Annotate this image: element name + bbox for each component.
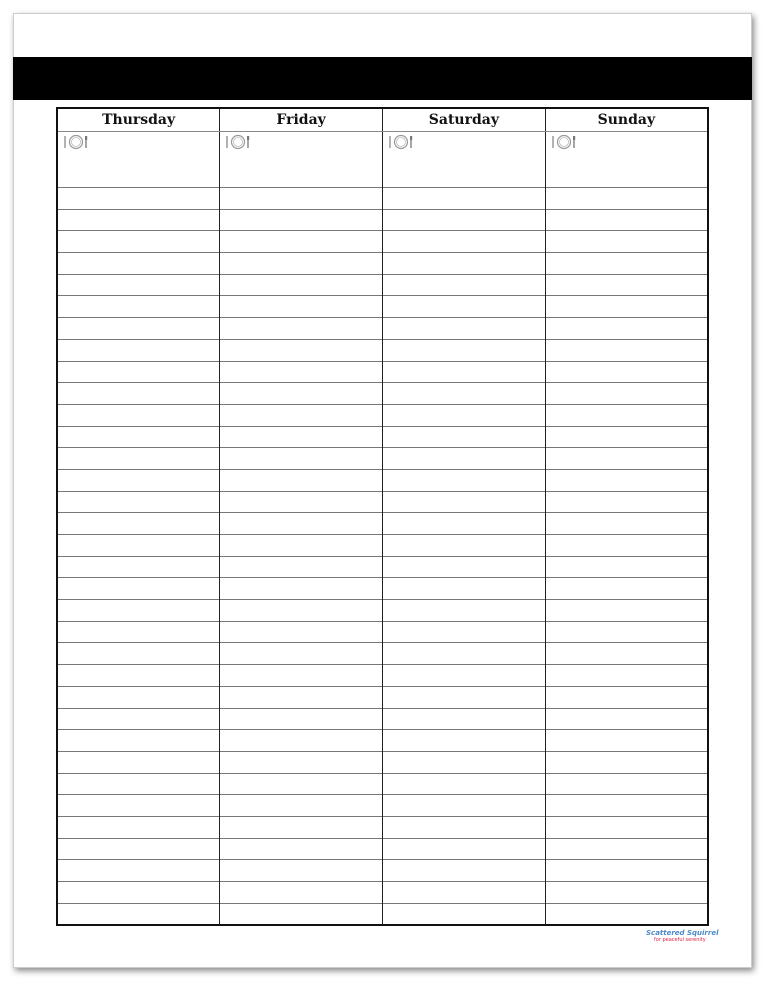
entry-cell-friday[interactable] [220,578,383,600]
entry-cell-friday[interactable] [220,795,383,817]
entry-cell-sunday[interactable] [545,708,708,730]
entry-cell-sunday[interactable] [545,686,708,708]
entry-cell-sunday[interactable] [545,795,708,817]
entry-cell-thursday[interactable] [57,404,220,426]
entry-cell-thursday[interactable] [57,339,220,361]
entry-cell-sunday[interactable] [545,274,708,296]
entry-cell-saturday[interactable] [383,773,546,795]
meal-row [57,132,708,188]
table-row [57,361,708,383]
table-row [57,491,708,513]
entry-cell-thursday[interactable] [57,730,220,752]
entry-cell-saturday[interactable] [383,426,546,448]
entry-cell-saturday[interactable] [383,491,546,513]
entry-cell-thursday[interactable] [57,838,220,860]
entry-cell-thursday[interactable] [57,882,220,904]
plate-fork-knife-icon [388,134,414,154]
entry-cell-thursday[interactable] [57,491,220,513]
entry-cell-thursday[interactable] [57,816,220,838]
entry-cell-thursday[interactable] [57,903,220,925]
entry-cell-friday[interactable] [220,816,383,838]
entry-cell-thursday[interactable] [57,686,220,708]
entry-cell-thursday[interactable] [57,535,220,557]
entry-cell-thursday[interactable] [57,296,220,318]
entry-cell-thursday[interactable] [57,188,220,210]
meal-cell-friday[interactable] [220,132,383,188]
table-row [57,838,708,860]
entry-cell-thursday[interactable] [57,751,220,773]
entry-cell-sunday[interactable] [545,556,708,578]
entry-cell-saturday[interactable] [383,903,546,925]
plate-fork-knife-icon [63,134,89,154]
entry-cell-saturday[interactable] [383,274,546,296]
entry-cell-friday[interactable] [220,686,383,708]
entry-cell-sunday[interactable] [545,816,708,838]
entry-cell-friday[interactable] [220,404,383,426]
entry-cell-friday[interactable] [220,361,383,383]
table-row [57,816,708,838]
entry-cell-thursday[interactable] [57,318,220,340]
entry-cell-friday[interactable] [220,383,383,405]
entry-cell-saturday[interactable] [383,751,546,773]
table-row [57,339,708,361]
entry-cell-sunday[interactable] [545,404,708,426]
table-row [57,296,708,318]
entry-cell-friday[interactable] [220,882,383,904]
entry-cell-friday[interactable] [220,491,383,513]
entry-cell-saturday[interactable] [383,253,546,275]
entry-cell-thursday[interactable] [57,209,220,231]
entry-cell-friday[interactable] [220,708,383,730]
table-row [57,188,708,210]
entry-cell-thursday[interactable] [57,448,220,470]
entry-cell-friday[interactable] [220,253,383,275]
entry-cell-saturday[interactable] [383,296,546,318]
table-row [57,469,708,491]
table-row [57,600,708,622]
table-row [57,253,708,275]
entry-cell-sunday[interactable] [545,188,708,210]
entry-cell-saturday[interactable] [383,578,546,600]
table-row [57,231,708,253]
entry-cell-sunday[interactable] [545,339,708,361]
entry-cell-thursday[interactable] [57,600,220,622]
table-row [57,404,708,426]
entry-cell-friday[interactable] [220,600,383,622]
entry-cell-friday[interactable] [220,274,383,296]
entry-cell-thursday[interactable] [57,383,220,405]
entry-cell-sunday[interactable] [545,621,708,643]
entry-cell-thursday[interactable] [57,708,220,730]
entry-cell-friday[interactable] [220,296,383,318]
table-row [57,773,708,795]
entry-cell-saturday[interactable] [383,209,546,231]
table-row [57,686,708,708]
entry-cell-saturday[interactable] [383,600,546,622]
entry-cell-thursday[interactable] [57,578,220,600]
entry-cell-thursday[interactable] [57,665,220,687]
entry-cell-saturday[interactable] [383,816,546,838]
entry-cell-thursday[interactable] [57,231,220,253]
table-row [57,318,708,340]
entry-cell-sunday[interactable] [545,860,708,882]
entry-cell-friday[interactable] [220,426,383,448]
table-row [57,903,708,925]
table-row [57,274,708,296]
day-header-saturday: Saturday [383,108,546,132]
entry-cell-saturday[interactable] [383,318,546,340]
header-bar [13,57,752,100]
table-row [57,426,708,448]
entry-cell-sunday[interactable] [545,665,708,687]
entry-cell-saturday[interactable] [383,556,546,578]
table-row [57,621,708,643]
entry-cell-saturday[interactable] [383,339,546,361]
entry-cell-sunday[interactable] [545,209,708,231]
entry-cell-saturday[interactable] [383,448,546,470]
entry-cell-saturday[interactable] [383,708,546,730]
entry-cell-saturday[interactable] [383,361,546,383]
entry-cell-saturday[interactable] [383,643,546,665]
meal-cell-sunday[interactable] [545,132,708,188]
entry-cell-friday[interactable] [220,903,383,925]
entry-cell-sunday[interactable] [545,296,708,318]
entry-cell-sunday[interactable] [545,361,708,383]
entry-cell-friday[interactable] [220,556,383,578]
entry-cell-sunday[interactable] [545,838,708,860]
entry-cell-thursday[interactable] [57,621,220,643]
table-row [57,448,708,470]
table-row [57,209,708,231]
entry-cell-friday[interactable] [220,231,383,253]
entry-cell-thursday[interactable] [57,860,220,882]
entry-cell-friday[interactable] [220,513,383,535]
entry-cell-sunday[interactable] [545,318,708,340]
table-row [57,535,708,557]
entry-cell-sunday[interactable] [545,231,708,253]
entry-cell-friday[interactable] [220,860,383,882]
entry-cell-saturday[interactable] [383,404,546,426]
table-row [57,665,708,687]
entry-cell-saturday[interactable] [383,882,546,904]
entry-cell-thursday[interactable] [57,513,220,535]
entry-cell-sunday[interactable] [545,730,708,752]
entry-cell-sunday[interactable] [545,383,708,405]
entry-cell-sunday[interactable] [545,751,708,773]
entry-cell-sunday[interactable] [545,643,708,665]
entry-cell-saturday[interactable] [383,730,546,752]
entry-cell-friday[interactable] [220,751,383,773]
table-row [57,795,708,817]
entry-cell-friday[interactable] [220,643,383,665]
entry-cell-thursday[interactable] [57,773,220,795]
entry-cell-sunday[interactable] [545,448,708,470]
table-row [57,383,708,405]
entry-cell-sunday[interactable] [545,882,708,904]
entry-cell-saturday[interactable] [383,469,546,491]
entry-cell-saturday[interactable] [383,535,546,557]
entry-cell-thursday[interactable] [57,361,220,383]
meal-cell-thursday[interactable] [57,132,220,188]
day-header-thursday: Thursday [57,108,220,132]
entry-cell-friday[interactable] [220,730,383,752]
table-row [57,730,708,752]
entry-cell-saturday[interactable] [383,686,546,708]
entry-cell-sunday[interactable] [545,903,708,925]
entry-cell-thursday[interactable] [57,274,220,296]
entry-cell-sunday[interactable] [545,469,708,491]
table-row [57,556,708,578]
entry-cell-sunday[interactable] [545,253,708,275]
entry-cell-thursday[interactable] [57,643,220,665]
entry-cell-saturday[interactable] [383,383,546,405]
entry-cell-saturday[interactable] [383,838,546,860]
entry-cell-friday[interactable] [220,339,383,361]
table-row [57,643,708,665]
entry-cell-thursday[interactable] [57,795,220,817]
entry-cell-friday[interactable] [220,665,383,687]
entry-cell-thursday[interactable] [57,426,220,448]
weekly-planner-table [56,107,709,926]
entry-cell-friday[interactable] [220,535,383,557]
entry-cell-friday[interactable] [220,188,383,210]
entry-cell-friday[interactable] [220,773,383,795]
plate-fork-knife-icon [551,134,577,154]
entry-cell-saturday[interactable] [383,795,546,817]
entry-cell-friday[interactable] [220,469,383,491]
table-row [57,578,708,600]
table-row [57,751,708,773]
entry-cell-friday[interactable] [220,838,383,860]
entry-cell-sunday[interactable] [545,773,708,795]
entry-cell-friday[interactable] [220,318,383,340]
entry-cell-friday[interactable] [220,209,383,231]
entry-cell-saturday[interactable] [383,513,546,535]
entry-cell-thursday[interactable] [57,469,220,491]
logo-name: Scattered Squirrel [646,929,719,937]
entry-cell-saturday[interactable] [383,188,546,210]
entry-cell-saturday[interactable] [383,621,546,643]
plate-fork-knife-icon [225,134,251,154]
entry-cell-saturday[interactable] [383,665,546,687]
table-row [57,708,708,730]
entry-cell-thursday[interactable] [57,253,220,275]
entry-cell-sunday[interactable] [545,535,708,557]
entry-cell-sunday[interactable] [545,600,708,622]
entry-cell-sunday[interactable] [545,513,708,535]
entry-cell-thursday[interactable] [57,556,220,578]
meal-cell-saturday[interactable] [383,132,546,188]
entry-cell-sunday[interactable] [545,426,708,448]
day-header-sunday: Sunday [545,108,708,132]
entry-cell-sunday[interactable] [545,578,708,600]
table-row [57,860,708,882]
entry-cell-friday[interactable] [220,621,383,643]
entry-cell-friday[interactable] [220,448,383,470]
entry-cell-sunday[interactable] [545,491,708,513]
table-row [57,513,708,535]
entry-cell-saturday[interactable] [383,231,546,253]
table-row [57,882,708,904]
entry-cell-saturday[interactable] [383,860,546,882]
logo [646,930,719,944]
day-header-friday: Friday [220,108,383,132]
logo-tagline: for peaceful serenity [654,937,706,943]
